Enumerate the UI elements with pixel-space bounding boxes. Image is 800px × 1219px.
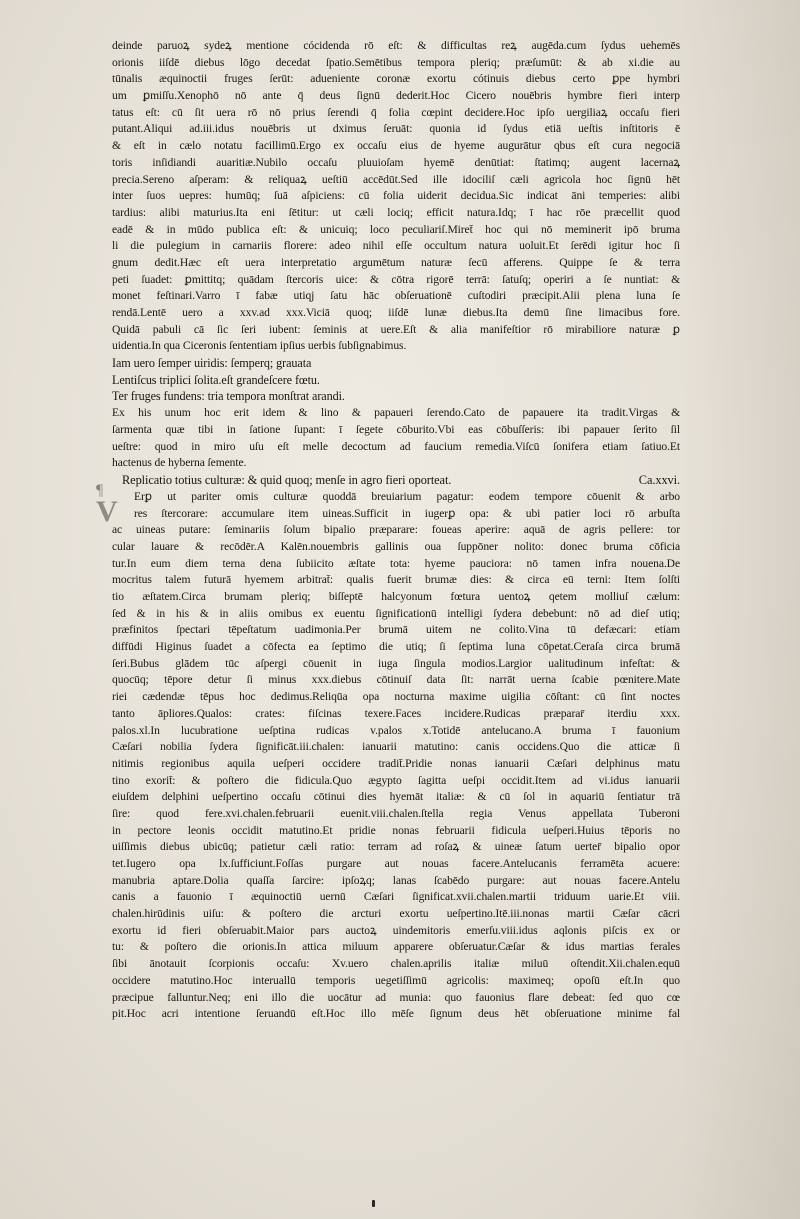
- text-line: ueſtre: quod in miro uſu eſt melle decoctum ad faucium remedia.Viſcū ſonifera etiam ſatiuo.Et: [112, 439, 680, 453]
- text-section-top: [112, 38, 680, 355]
- text-line: Ex his unum hoc erit idem & lino & papaueri ſerendo.Cato de papauere ita tradit.Virgas &: [112, 406, 680, 420]
- text-line: palos.xl.In lucubratione ueſptina rudicas v.palos x.Totidē antelucano.A bruma ī fauonium: [112, 723, 680, 737]
- text-line: in pectore leonis occidit matutino.Et pridie nonas februarii fidicula ueſperi.Huius tēporis no: [112, 823, 680, 837]
- text-line: Cæſari nobilia ſydera ſignificāt.iii.chalen: ianuarii matutino: canis occidens.Quo die atticæ ſi: [112, 740, 680, 754]
- text-line: ac uineas putare: ſeminariis ſolum bipalio præparare: foueas aperire: aquā de agris pellere: tor: [112, 523, 680, 537]
- text-line: tet.Iugero opa lx.ſufficiunt.Foſſas purgare aut nouas facere.Antelucanis ferramēta acuere:: [112, 857, 680, 870]
- text-line: uidentia.In qua Ciceronis ſententiam ipſius uerbis ſubſignabimus.: [112, 339, 407, 353]
- text-line: tanto āpliores.Qualos: crates: fiſcinas texere.Faces incidere.Rudicas præparar̄ iterdiu xxx.: [112, 706, 680, 720]
- text-line: gnum dedit.Hæc eſt uera interpretatio argumētum naturæ ſecū afferens. Quippe ſe & terra: [112, 255, 680, 269]
- text-line: cular lauare & recōdēr.A Kalēn.nouembris gallinis oua ſuppōner nolito: donec bruma cōficia: [112, 539, 680, 553]
- text-line: orionis iiſdē diebus lōgo decedat ſpatio.Semētibus tempora pleriq; præſumūt: & ab xi.die au: [112, 55, 680, 69]
- text-line: tino exorit̄: & poſtero die fidicula.Quo ægypto ſagitta ueſpi occidit.Item ad vi.idus ianuarii: [112, 773, 680, 787]
- text-line: mocritus talem futurā hyemem arbitrat̄: qualis fuerit brumæ dies: & circa eū terni: Item ſolſti: [112, 573, 680, 587]
- text-line: Quidā pabuli cā ſic ſeri iubent: ſeminis at uere.Eſt & alia manifeſtior rō mirabiliore naturæ ꝑ: [112, 322, 680, 336]
- text-line: Iam uero ſemper uiridis: ſemperq; grauata: [112, 356, 312, 371]
- text-line: eadē & in mūdo publica eſt: & unicuiq; loco peculiariſ.Miret̄ hoc qui nō meminerit ipō bruma: [112, 222, 680, 236]
- text-line: tur.In eum diem terna dena ſubiicito æſtate tota: hyeme pauciora: nō tamen infra nouena.De: [112, 556, 680, 570]
- text-line: tatus eſt: cū ſit uera rō nō prius ſerendi q̄ folia cœpint decidere.Hoc ipſo uergiliaꝝ occaſu fieri: [112, 105, 680, 119]
- text-line: diffūdi Higinus ſuadet a cōfecta ea ſeptimo die utiq; ſi ſeptima luna cōpetat.Ceraſa circa brumā: [112, 640, 680, 654]
- verse-quotation: [112, 355, 680, 405]
- text-section-middle: [112, 405, 680, 472]
- text-line: peti ſuadet: ꝑmittitq; quādam ſtercoris uice: & cōtra rigorē terrā: ſatuſq; operiri a ſe nuntiat: &: [112, 272, 680, 286]
- text-line: præfinitos ſpectari tēpeſtatum uadimonia.Per brumā uitem ne colito.Vina tū defæcari: etiam: [112, 623, 680, 637]
- text-line: præcipue falluntur.Neq; eni illo die uocātur ad munia: quo fauonius flare debeat: ſed quo cœ: [112, 990, 680, 1004]
- text-line: precia.Sereno aſperam: & reliquaꝝ ueſtiū accēdūt.Sed ille idociliſ cæli agricola hoc ſignū hēt: [112, 172, 680, 186]
- text-line: inter ſuos uepres: humūq; ſuā aſpiciens: cū folia uiderit decidua.Sic indicat āni temperies: alibi: [112, 189, 680, 203]
- text-line: toris inſidiandi auaritiæ.Nubilo occaſu pluuioſam hyemē denūtiat: ſtatimq; augent lacernaꝝ: [112, 155, 680, 169]
- chapter-number: Ca.xxvi.: [638, 472, 680, 487]
- text-line: li die pulegium in carnariis florere: adeo nihil eſſe occultum natura uoluit.Et ſerēdi igitur hoc ſi: [112, 239, 680, 253]
- text-line: nitimis regionibus aquila ueſperi occidere tradit̄.Pridie nonas ianuarii Cæſari delphinus matu: [112, 756, 680, 770]
- ink-dot: [372, 1200, 375, 1207]
- text-line: um ꝑmiſſu.Xenophō nō ante q̄ deus ſignū dederit.Hoc Cicero nouēbris hymbre fieri interp: [112, 89, 680, 103]
- text-line: canis a fauonio ī æquinoctiū uernū Cæſari ſignificat.xvii.chalen.martii triduum uarie.Et viii.: [112, 890, 680, 904]
- text-line: hactenus de hyberna ſemente.: [112, 456, 247, 470]
- text-line: tio æſtatem.Circa brumam pleriq; biſſeptē halcyonum fœtura uentoꝝ qetem molliuſ cælum:: [112, 590, 680, 603]
- text-line: exortu id fieri obſeruabit.Maior pars auctoꝝ uindemitoris emerſu.viii.idus aqlonis piſcis ex or: [112, 923, 680, 937]
- text-line: ſibi ānotauit ſcorpionis occaſu: Xv.uero chalen.aprilis italiæ miluū oſtendit.Xii.chalen.equū: [112, 957, 680, 971]
- text-line: occidere matutino.Hoc interuallū temporis uegetiſſimū agricolis: maximeq; opoſū eſt.In quo: [112, 973, 680, 987]
- text-line: riei cædendæ tēpus hoc dedimus.Reliqūa opa nocturna maxime uigilia cōſtant: cū ſint noctes: [112, 690, 680, 704]
- text-line: monet feſtinari.Varro ī fabæ utiqj ſatu hāc obſeruationē cuſtodiri præcipit.Alii plena luna ſe: [112, 289, 680, 303]
- text-line: tardius: alibi maturius.Ita eni ſētitur: ut cæli lociq; efficit natura.Idq; ī hac rōe præcellit quod: [112, 205, 680, 219]
- text-line: ſarmenta quæ tibi in ſatione ſupant: ī ſegete cōburito.Vbi eas cōbuſſeris: ibi papauer ſerito ſil: [112, 422, 680, 436]
- text-line: Erꝑ ut pariter omis culturæ quoddā breuiarium pagatur: eodem tempore cōuenit & arbo: [134, 489, 680, 503]
- text-line: deinde paruoꝝ sydeꝝ mentione cócidenda rō eſt: & difficultas reꝝ augēda.cum ſydus uehemēs: [112, 39, 680, 52]
- chapter-heading-text: Replicatio totius culturæ: & quid quoq; menſe in agro fieri oporteat.: [122, 472, 452, 487]
- text-line: Lentiſcus triplici ſolita.eſt grandeſcere fœtu.: [112, 372, 320, 387]
- page-shadow: [680, 0, 800, 1219]
- text-line: pit.Hoc acri intentione ſeruandū eſt.Hoc illo mēſe ſignum deus hēt obſeruatione minime fal: [112, 1007, 680, 1021]
- text-line: rendā.Lentē uero a xxv.ad xxx.Viciā quoq; iiſdē lunæ diebus.Ita demū ſine limacibus fore.: [112, 306, 680, 319]
- text-line: Ter fruges fundens: tria tempora monſtrat arandi.: [112, 389, 345, 404]
- text-line: manubria aptare.Dolia quaſſa ſarcire: ipſoꝝq; lanas ſcabēdo purgare: aut nouas facere.Antelu: [112, 873, 680, 887]
- text-line: ſire: quod fere.xvi.chalen.februarii euenit.viii.chalen.ſtella regia Venus appellata Tuberoni: [112, 806, 680, 820]
- text-line: ſeri.Bubus glādem tūc aſpergi cōuenit in iuga ſingula modios.Largior ualitudinum infeſtat: &: [112, 656, 680, 670]
- text-line: res ſtercorare: accumulare item uineas.Sufficit in iugerꝑ opa: & ubi patier loci rō arbuſta: [134, 506, 680, 520]
- text-line: chalen.hirūdinis uiſu: & poſtero die arcturi exortu ueſpertino.Itē.iii.nonas martii Cæſar cācri: [112, 907, 680, 921]
- text-line: uiſſimis diebus ubicūq; patietur cæli ratio: terram ad roſaꝝ & uineæ ſatum uerter̄ bipalio opor: [112, 840, 680, 854]
- initial-letter: V: [96, 495, 118, 528]
- text-line: & eſt in cælo notatu facillimū.Ergo ex occaſu eius de hyeme augurātur qbus eſt cura negociā: [112, 139, 680, 153]
- paragraph-mark: ¶: [96, 482, 104, 499]
- text-line: tu: & poſtero die orionis.In attica miluum apparere obſeruatur.Cæſar & idus martias ferales: [112, 940, 680, 954]
- text-line: ſed & in his & in aliis omibus ex euentu ſignificationū intelligi ſydera debebunt: nō ad dieſ utiq;: [112, 606, 680, 620]
- text-section-bottom: [112, 489, 680, 1023]
- chapter-heading: [112, 472, 680, 489]
- text-block: [112, 38, 680, 1023]
- text-line: tūnalis æquinoctii fruges ſerūt: adueniente coronæ exortu cótinuis diebus certo ꝑpe hymbri: [112, 72, 680, 86]
- text-line: putant.Aliqui ad.iii.idus nouēbris ut dximus ſeruāt: quonia id ſydus etiā ueſtis inſtitoris ē: [112, 122, 680, 136]
- text-line: eiuſdem delphini ueſpertino occaſu cōtinui dies hyemāt italiæ: & cū ſol in aquariū ſentiatur trā: [112, 790, 680, 804]
- text-line: quocūq; tēpore detur ſi minus xxx.diebus cōtinuiſ data ſit: narrāt uerna ſcabie pœnitere.Mate: [112, 673, 680, 687]
